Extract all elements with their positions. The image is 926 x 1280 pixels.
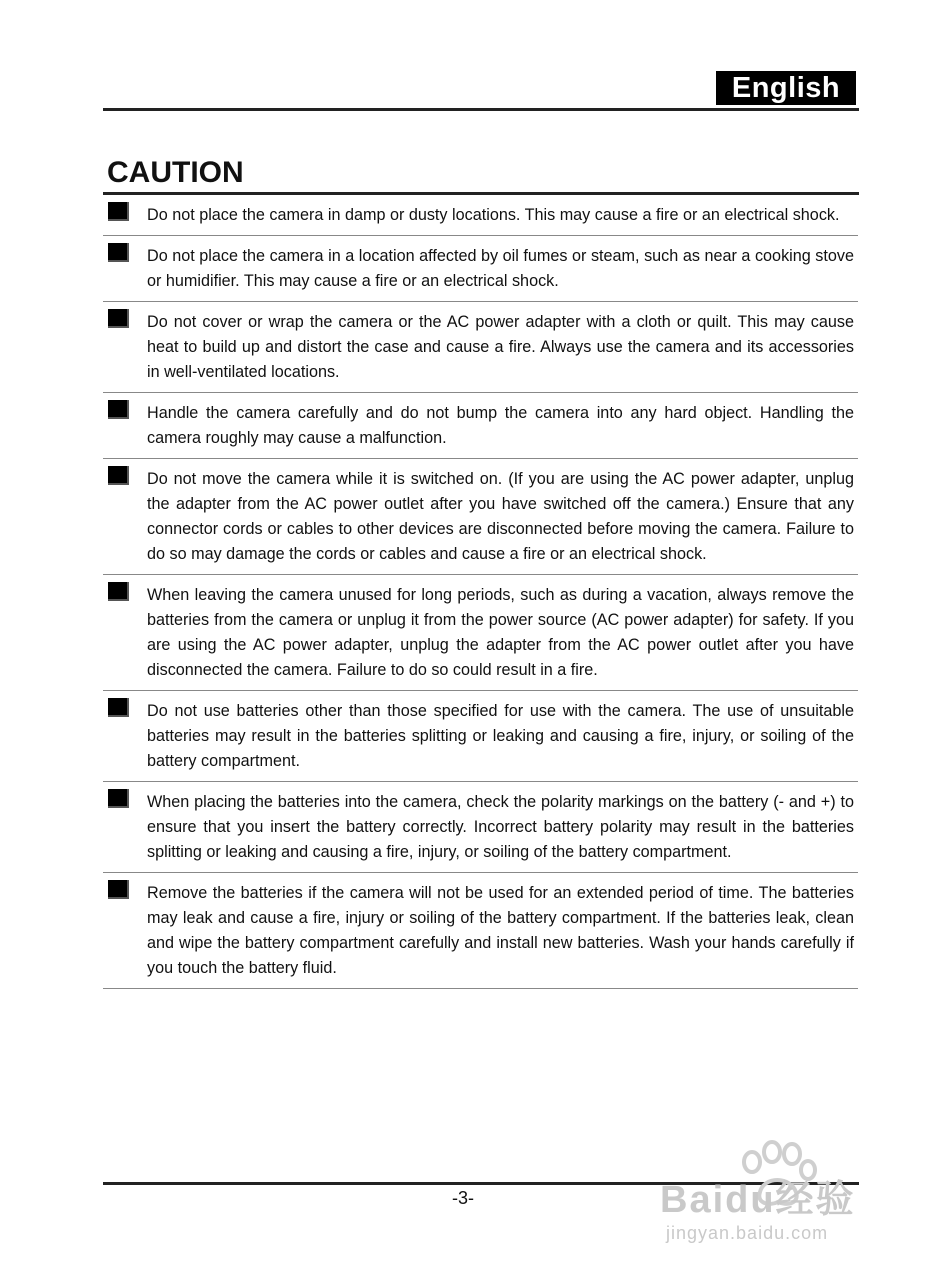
caution-item xyxy=(103,393,858,459)
square-bullet-icon xyxy=(108,243,129,262)
caution-text: Do not place the camera in damp or dusty locations. This may cause a fire or an electrical shock. xyxy=(147,206,840,224)
caution-text: Do not move the camera while it is switched on. (If you are using the AC power adapter, unplug the adapter from the AC power outlet after you have switched off the camera.) Ensure that any connector cords or cables to other devices are disconnected before moving the camera. Failure to do so may damage the cords or cables and cause a fire or an electrical shock. xyxy=(147,470,854,563)
caution-text: Remove the batteries if the camera will not be used for an extended period of time. The batteries may leak and cause a fire, injury or soiling of the battery compartment. If the batteries leak, clean and wipe the battery compartment carefully and install new batteries. Wash your hands carefully if you touch the battery fluid. xyxy=(147,884,854,977)
square-bullet-icon xyxy=(108,202,129,221)
square-bullet-icon xyxy=(108,698,129,717)
watermark-url: jingyan.baidu.com xyxy=(666,1223,829,1243)
watermark xyxy=(660,1140,910,1270)
caution-item xyxy=(103,195,858,236)
caution-text: When placing the batteries into the camera, check the polarity markings on the battery (- and +) to ensure that you insert the battery correctly. Incorrect battery polarity may result in the batteries splitting or leaking and causing a fire, injury, or soiling of the battery compartment. xyxy=(147,793,854,861)
caution-item xyxy=(103,691,858,782)
square-bullet-icon xyxy=(108,789,129,808)
square-bullet-icon xyxy=(108,400,129,419)
page-number: -3- xyxy=(452,1188,474,1208)
caution-text: When leaving the camera unused for long periods, such as during a vacation, always remove the batteries from the camera or unplug it from the power source (AC power adapter) for safety. If you are using the AC power adapter, unplug the adapter from the AC power outlet after you have disconnected the camera. Failure to do so could result in a fire. xyxy=(147,586,854,679)
caution-item xyxy=(103,873,858,989)
language-label: English xyxy=(716,71,856,105)
caution-item xyxy=(103,575,858,691)
square-bullet-icon xyxy=(108,466,129,485)
caution-item xyxy=(103,236,858,302)
caution-item xyxy=(103,302,858,393)
caution-text: Do not place the camera in a location affected by oil fumes or steam, such as near a cooking stove or humidifier. This may cause a fire or an electrical shock. xyxy=(147,247,854,290)
caution-item xyxy=(103,782,858,873)
watermark-brand: Baidu经验 xyxy=(660,1179,856,1221)
caution-text: Do not use batteries other than those specified for use with the camera. The use of unsuitable batteries may result in the batteries splitting or leaking and causing a fire, injury, or soiling of the battery compartment. xyxy=(147,702,854,770)
caution-text: Handle the camera carefully and do not bump the camera into any hard object. Handling the camera roughly may cause a malfunction. xyxy=(147,404,854,447)
caution-list xyxy=(103,195,858,989)
square-bullet-icon xyxy=(108,880,129,899)
header-rule xyxy=(103,108,859,111)
caution-item xyxy=(103,459,858,575)
page-title: CAUTION xyxy=(107,156,244,189)
square-bullet-icon xyxy=(108,582,129,601)
square-bullet-icon xyxy=(108,309,129,328)
caution-text: Do not cover or wrap the camera or the AC power adapter with a cloth or quilt. This may cause heat to build up and distort the case and cause a fire. Always use the camera and its accessories in well-ventilated locations. xyxy=(147,313,854,381)
